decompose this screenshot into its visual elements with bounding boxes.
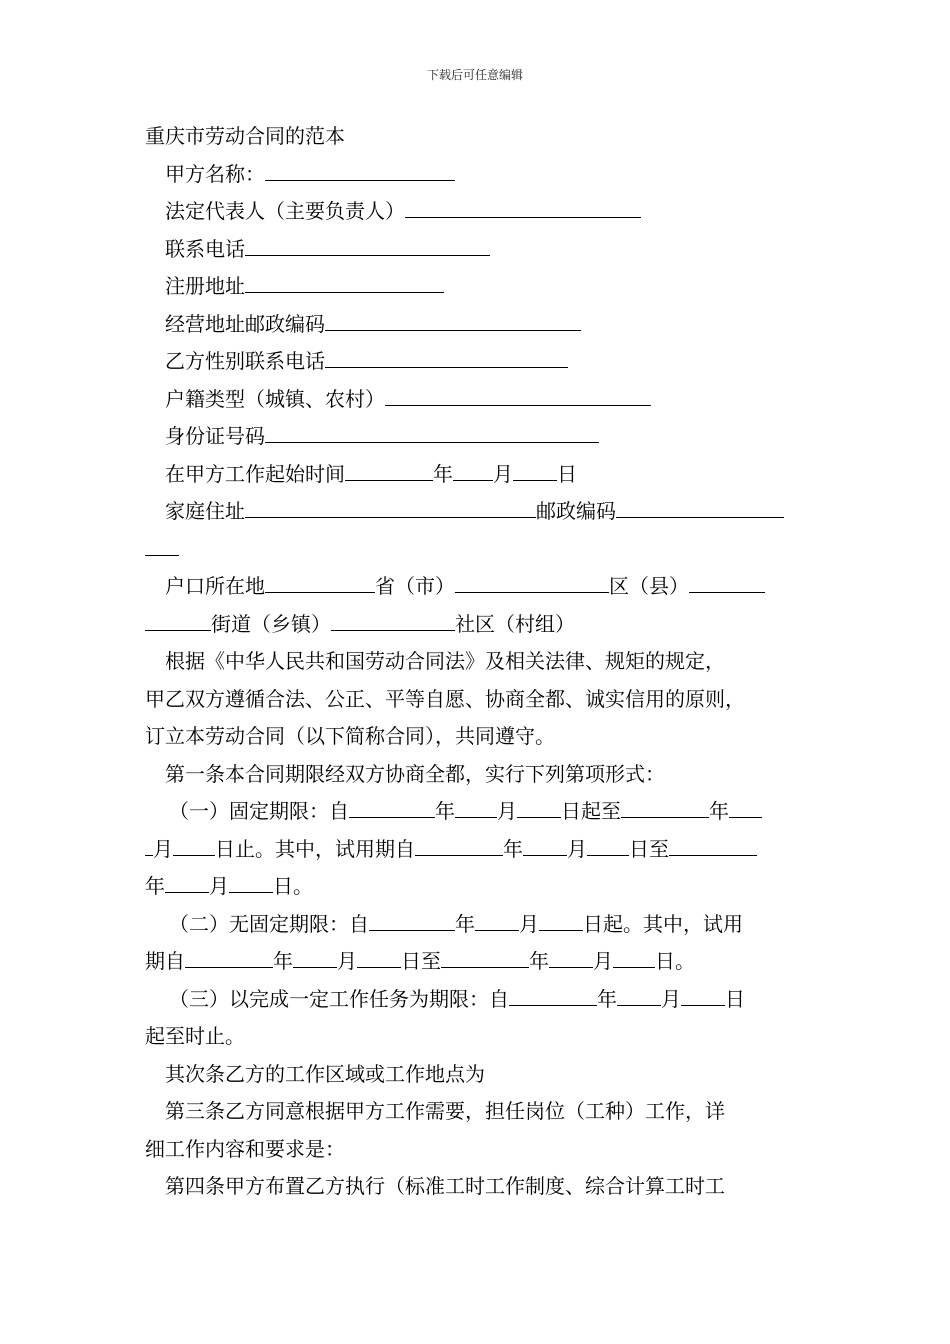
fill-blank[interactable]	[681, 1004, 725, 1006]
fill-blank[interactable]	[265, 441, 599, 443]
fill-blank[interactable]	[475, 929, 519, 931]
unit-month: 月	[209, 874, 229, 898]
field-label: 户口所在地	[165, 574, 265, 598]
field-legal-rep	[145, 193, 810, 231]
fill-blank[interactable]	[165, 891, 209, 893]
fill-blank[interactable]	[513, 479, 557, 481]
term-text: 日止。其中，试用期自	[215, 836, 415, 861]
field-label: 区（县）	[609, 574, 689, 598]
field-label: 经营地址邮政编码	[165, 311, 325, 336]
fill-blank[interactable]	[325, 329, 581, 331]
fill-blank[interactable]	[539, 929, 583, 931]
field-label: 社区（村组）	[455, 611, 575, 636]
field-label: 乙方性别联系电话	[165, 349, 325, 373]
field-street	[145, 606, 810, 644]
article-4: 第四条甲方布置乙方执行（标准工时工作制度、综合计算工时工	[165, 1174, 725, 1198]
preamble-line: 甲乙双方遵循合法、公正、平等自愿、协商全都、诚实信用的原则，	[145, 686, 745, 711]
term-text: 期自	[145, 949, 185, 973]
field-label: 甲方名称：	[165, 161, 265, 186]
term-open-cont	[145, 943, 810, 981]
fill-blank[interactable]	[621, 816, 709, 818]
fill-blank[interactable]	[345, 479, 433, 481]
unit-month: 月	[153, 836, 173, 861]
term-fixed-cont	[145, 831, 810, 869]
fill-blank[interactable]	[455, 816, 497, 818]
term-text: 日。	[273, 874, 313, 898]
fill-blank[interactable]	[173, 854, 215, 856]
field-label: 邮政编码	[536, 499, 616, 523]
fill-blank[interactable]	[729, 816, 762, 818]
term-text: 日至	[629, 836, 669, 861]
term-task-cont: 起至时止。	[145, 1024, 245, 1048]
fill-blank[interactable]	[617, 1004, 661, 1006]
preamble-line: 根据《中华人民共和国劳动合同法》及相关法律、规矩的规定，	[165, 649, 725, 673]
unit-month: 月	[337, 949, 357, 973]
fill-blank[interactable]	[145, 554, 179, 556]
field-start-time	[145, 456, 810, 494]
fill-blank[interactable]	[293, 966, 337, 968]
field-home-address-cont	[145, 531, 810, 569]
term-text: 日起至	[561, 799, 621, 823]
field-party-b	[145, 343, 810, 381]
field-hukou-location	[145, 568, 810, 606]
fill-blank[interactable]	[185, 966, 273, 968]
field-party-a-name	[145, 156, 810, 194]
field-biz-address	[145, 306, 810, 344]
unit-day: 日	[557, 461, 577, 486]
field-reg-address	[145, 268, 810, 306]
fill-blank[interactable]	[245, 516, 536, 518]
fill-blank[interactable]	[415, 854, 503, 856]
field-id-number	[145, 418, 810, 456]
fill-blank[interactable]	[453, 479, 493, 481]
field-label: 省（市）	[375, 574, 455, 598]
fill-blank[interactable]	[549, 966, 593, 968]
field-label: 户籍类型（城镇、农村）	[165, 386, 385, 411]
unit-year: 年	[709, 799, 729, 823]
field-label: 注册地址	[165, 274, 245, 298]
unit-year: 年	[529, 949, 549, 973]
fill-blank[interactable]	[509, 1004, 597, 1006]
preamble-line: 订立本劳动合同（以下简称合同），共同遵守。	[145, 724, 555, 748]
fill-blank[interactable]	[145, 854, 153, 856]
unit-year: 年	[145, 874, 165, 898]
document-title: 重庆市劳动合同的范本	[145, 124, 345, 148]
term-label: （二）无固定期限：自	[169, 911, 369, 936]
fill-blank[interactable]	[455, 591, 609, 593]
field-phone	[145, 231, 810, 269]
term-text: 日起。其中，试用	[583, 911, 743, 936]
fill-blank[interactable]	[613, 966, 655, 968]
fill-blank[interactable]	[265, 179, 455, 181]
fill-blank[interactable]	[145, 629, 211, 631]
term-task	[145, 981, 810, 1019]
fill-blank[interactable]	[229, 891, 273, 893]
unit-month: 月	[493, 461, 513, 486]
fill-blank[interactable]	[245, 254, 490, 256]
article-2: 其次条乙方的工作区域或工作地点为	[165, 1061, 485, 1086]
article-1: 第一条本合同期限经双方协商全都，实行下列第项形式：	[165, 761, 665, 786]
fill-blank[interactable]	[616, 516, 784, 518]
fill-blank[interactable]	[325, 366, 568, 368]
article-3-line: 细工作内容和要求是：	[145, 1136, 345, 1161]
page-header: 下载后可任意编辑	[426, 68, 523, 82]
term-text: 日至	[401, 949, 441, 973]
field-label: 街道（乡镇）	[211, 611, 331, 636]
article-3-line: 第三条乙方同意根据甲方工作需要，担任岗位（工种）工作，详	[165, 1099, 725, 1123]
fill-blank[interactable]	[349, 816, 435, 818]
unit-month: 月	[567, 836, 587, 861]
field-label: 身份证号码	[165, 424, 265, 448]
field-label: 家庭住址	[165, 499, 245, 523]
unit-year: 年	[273, 949, 293, 973]
unit-year: 年	[503, 836, 523, 861]
term-fixed	[145, 793, 810, 831]
term-text: 日。	[655, 949, 695, 973]
unit-day: 日	[725, 986, 745, 1011]
fill-blank[interactable]	[587, 854, 629, 856]
term-fixed-cont	[145, 868, 810, 906]
unit-year: 年	[455, 911, 475, 936]
fill-blank[interactable]	[357, 966, 401, 968]
contract-document	[145, 118, 810, 1206]
unit-month: 月	[519, 911, 539, 936]
field-home-address	[145, 493, 810, 531]
term-label: （三）以完成一定工作任务为期限：自	[169, 986, 509, 1011]
fill-blank[interactable]	[369, 929, 455, 931]
unit-year: 年	[435, 799, 455, 823]
unit-month: 月	[593, 949, 613, 973]
field-label: 法定代表人（主要负责人）	[165, 199, 405, 223]
unit-year: 年	[433, 461, 453, 486]
term-label: （一）固定期限：自	[169, 799, 349, 823]
fill-blank[interactable]	[331, 629, 455, 631]
fill-blank[interactable]	[405, 216, 641, 218]
term-open	[145, 906, 810, 944]
unit-month: 月	[497, 799, 517, 823]
fill-blank[interactable]	[265, 591, 375, 593]
fill-blank[interactable]	[669, 854, 757, 856]
unit-year: 年	[597, 986, 617, 1011]
field-label: 在甲方工作起始时间	[165, 461, 345, 486]
field-label: 联系电话	[165, 236, 245, 261]
fill-blank[interactable]	[245, 291, 444, 293]
fill-blank[interactable]	[523, 854, 567, 856]
unit-month: 月	[661, 986, 681, 1011]
fill-blank[interactable]	[385, 404, 651, 406]
field-household-type	[145, 381, 810, 419]
fill-blank[interactable]	[517, 816, 561, 818]
fill-blank[interactable]	[441, 966, 529, 968]
fill-blank[interactable]	[689, 591, 765, 593]
